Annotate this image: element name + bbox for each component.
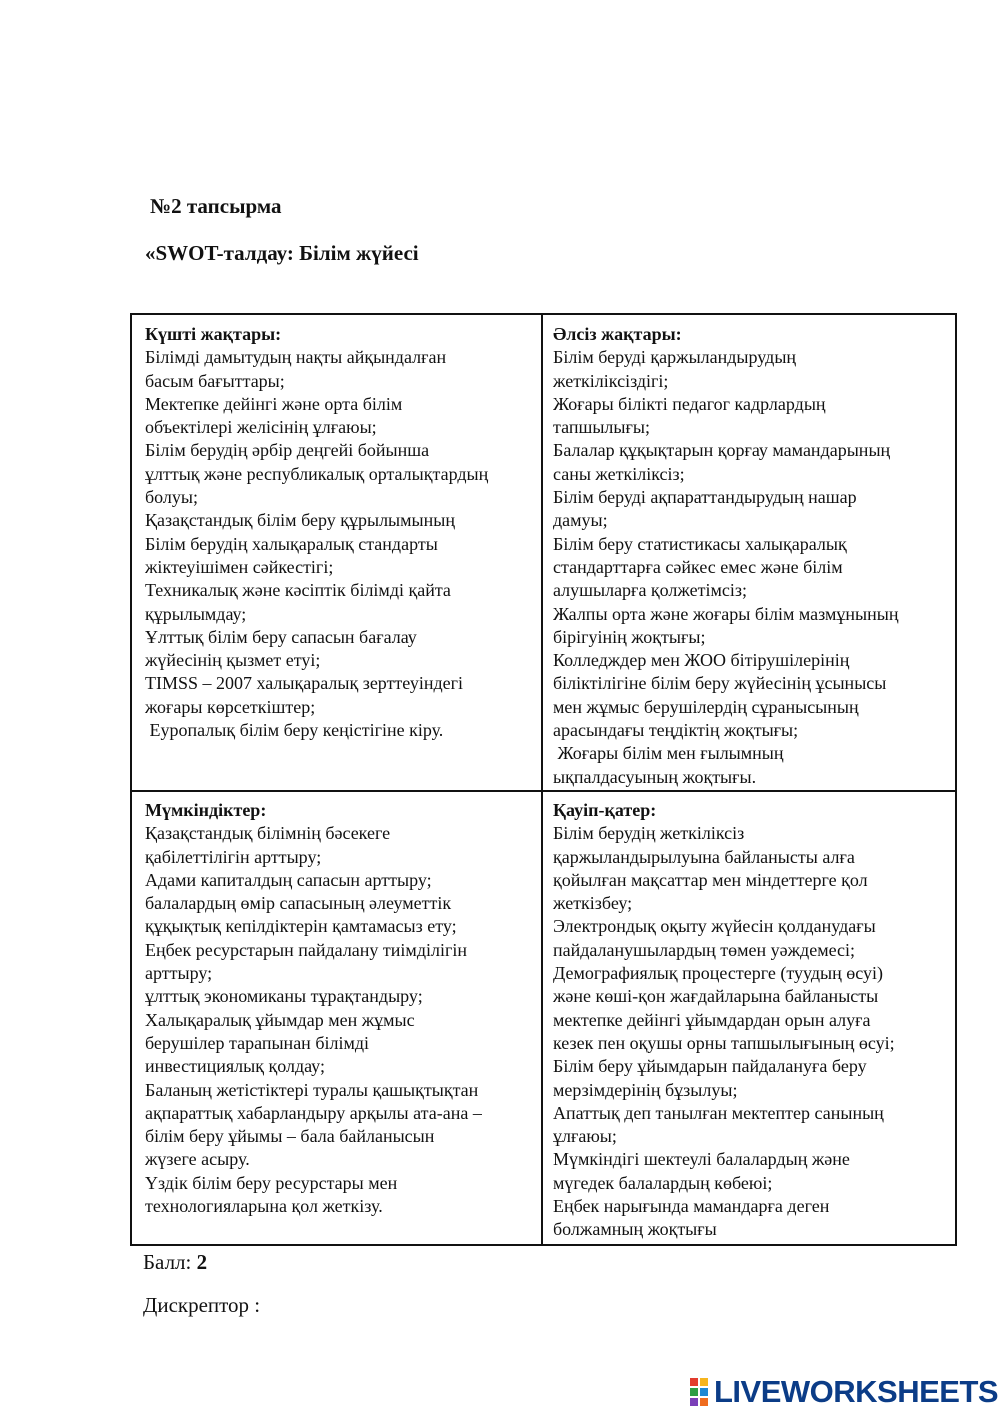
list-item: білім беру ұйымы – бала байланысын [145,1126,435,1147]
list-item: Қазақстандық білім беру құрылымының [145,510,455,531]
swot-title: «SWOT-талдау: Білім жүйесі [145,241,419,265]
list-item: Демографиялық процестерге (туудың өсуі) [553,963,883,984]
threats-list [553,822,951,1241]
liveworksheets-logo-icon [690,1378,708,1406]
weaknesses-title: Әлсіз жақтары: [553,324,682,344]
list-item: тапшылығы; [553,417,650,438]
list-item: Үздік білім беру ресурстары мен [145,1172,398,1193]
list-item: стандарттарға сәйкес емес және білім [553,556,843,577]
list-item: жоғары көрсеткіштер; [145,696,316,717]
list-item: құқықтық кепілдіктерін қамтамасыз ету; [145,916,457,937]
list-item: Колледждер мен ЖОО бітірушілерінің [553,650,850,671]
list-item: Жоғары білікті педагог кадрлардың [553,393,826,414]
list-item: ықпалдасуының жоқтығы. [553,766,757,787]
list-item: Еңбек ресурстарын пайдалану тиімділігін [145,939,467,960]
table-vertical-divider [541,315,543,1244]
list-item: Ұлттық білім беру сапасын бағалау [145,626,417,647]
list-item: дамуы; [553,510,608,531]
list-item: Білім берудің әрбір деңгейі бойынша [145,440,430,461]
list-item: мүгедек балалардың көбеюі; [553,1172,773,1193]
threats-title: Қауіп-қатер: [553,800,657,820]
list-item: мерзімдерінің бұзылуы; [553,1079,738,1100]
list-item: Еңбек нарығында мамандарға деген [553,1196,830,1217]
list-item: Жалпы орта және жоғары білім мазмұнының [553,603,899,624]
list-item: саны жеткіліксіз; [553,463,685,484]
list-item: Білім беру статистикасы халықаралық [553,533,847,554]
list-item: мен жұмыс берушілердің сұранысының [553,696,859,717]
list-item: ұлғаюы; [553,1126,617,1147]
list-item: болжамның жоқтығы [553,1219,717,1240]
list-item: Мүмкіндігі шектеулі балалардың және [553,1149,850,1170]
strengths-list [145,346,537,742]
list-item: Қазақстандық білімнің бәсекеге [145,823,391,844]
list-item: Білім беруді ақпараттандырудың нашар [553,487,857,508]
list-item: жеткізбеу; [553,893,633,914]
list-item: болуы; [145,487,198,508]
list-item: берушілер тарапынан білімді [145,1032,370,1053]
list-item: Балалар құқықтарын қорғау мамандарының [553,440,891,461]
list-item: алушыларға қолжетімсіз; [553,580,747,601]
list-item: TIMSS – 2007 халықаралық зерттеуіндегі [145,673,464,694]
table-horizontal-divider [132,790,955,792]
opportunities-list [145,822,537,1218]
list-item: және көші-қон жағдайларына байланысты [553,986,879,1007]
list-item: ұлттық және республикалық орталықтардың [145,463,489,484]
strengths-title: Күшті жақтары: [145,324,282,344]
list-item: құрылымдау; [145,603,247,624]
weaknesses-list [553,346,951,789]
score-label: Балл: [143,1250,192,1274]
opportunities-title: Мүмкіндіктер: [145,800,267,820]
list-item: Техникалық және кәсіптік білімді қайта [145,580,451,601]
opportunities-cell [145,799,537,1218]
task-title: №2 тапсырма [150,194,282,218]
list-item: жеткіліксіздігі; [553,370,669,391]
list-item: Білім беруді қаржыландырудың [553,347,797,368]
swot-table [130,313,957,1246]
list-item: жүйесінің қызмет етуі; [145,650,321,671]
descriptor-label: Дискрептор : [143,1293,261,1317]
threats-cell [553,799,951,1242]
list-item: арттыру; [145,963,213,984]
list-item: Білім берудің жеткіліксіз [553,823,745,844]
weaknesses-cell [553,323,951,789]
list-item: қаржыландырылуына байланысты алға [553,846,855,867]
list-item: Білім берудің халықаралық стандарты [145,533,438,554]
list-item: Халықаралық ұйымдар мен жұмыс [145,1009,415,1030]
list-item: Білімді дамытудың нақты айқындалған [145,347,447,368]
list-item: басым бағыттары; [145,370,285,391]
list-item: ақпараттық хабарландыру арқылы ата-ана – [145,1102,482,1123]
list-item: Жоғары білім мен ғылымның [553,743,784,764]
list-item: Апаттық деп танылған мектептер санының [553,1102,884,1123]
list-item: Еуропалық білім беру кеңістігіне кіру. [145,720,444,741]
list-item: кезек пен оқушы орны тапшылығының өсуі; [553,1032,895,1053]
score-value: 2 [196,1250,208,1274]
list-item: Білім беру ұйымдарын пайдалануға беру [553,1056,867,1077]
liveworksheets-logo [690,1372,998,1412]
list-item: жіктеуішімен сәйкестігі; [145,556,334,577]
list-item: Мектепке дейінгі және орта білім [145,393,403,414]
list-item: Адами капиталдың сапасын арттыру; [145,869,432,890]
list-item: пайдаланушылардың төмен уәждемесі; [553,939,856,960]
list-item: объектілері желісінің ұлғаюы; [145,417,377,438]
liveworksheets-logo-text: LIVEWORKSHEETS [714,1374,999,1409]
list-item: технологияларына қол жеткізу. [145,1196,383,1217]
score-line [143,1249,207,1275]
list-item: біліктілігіне білім беру жүйесінің ұсынысы [553,673,887,694]
list-item: қабілеттілігін арттыру; [145,846,322,867]
strengths-cell [145,323,537,742]
list-item: ұлттық экономиканы тұрақтандыру; [145,986,423,1007]
list-item: арасындағы теңдіктің жоқтығы; [553,720,799,741]
list-item: балалардың өмір сапасының әлеуметтік [145,893,452,914]
list-item: Баланың жетістіктері туралы қашықтықтан [145,1079,479,1100]
list-item: инвестициялық қолдау; [145,1056,325,1077]
list-item: бірігуінің жоқтығы; [553,626,706,647]
list-item: жүзеге асыру. [145,1149,250,1170]
list-item: Электрондық оқыту жүйесін қолданудағы [553,916,876,937]
list-item: мектепке дейінгі ұйымдардан орын алуға [553,1009,871,1030]
list-item: қойылған мақсаттар мен міндеттерге қол [553,869,868,890]
